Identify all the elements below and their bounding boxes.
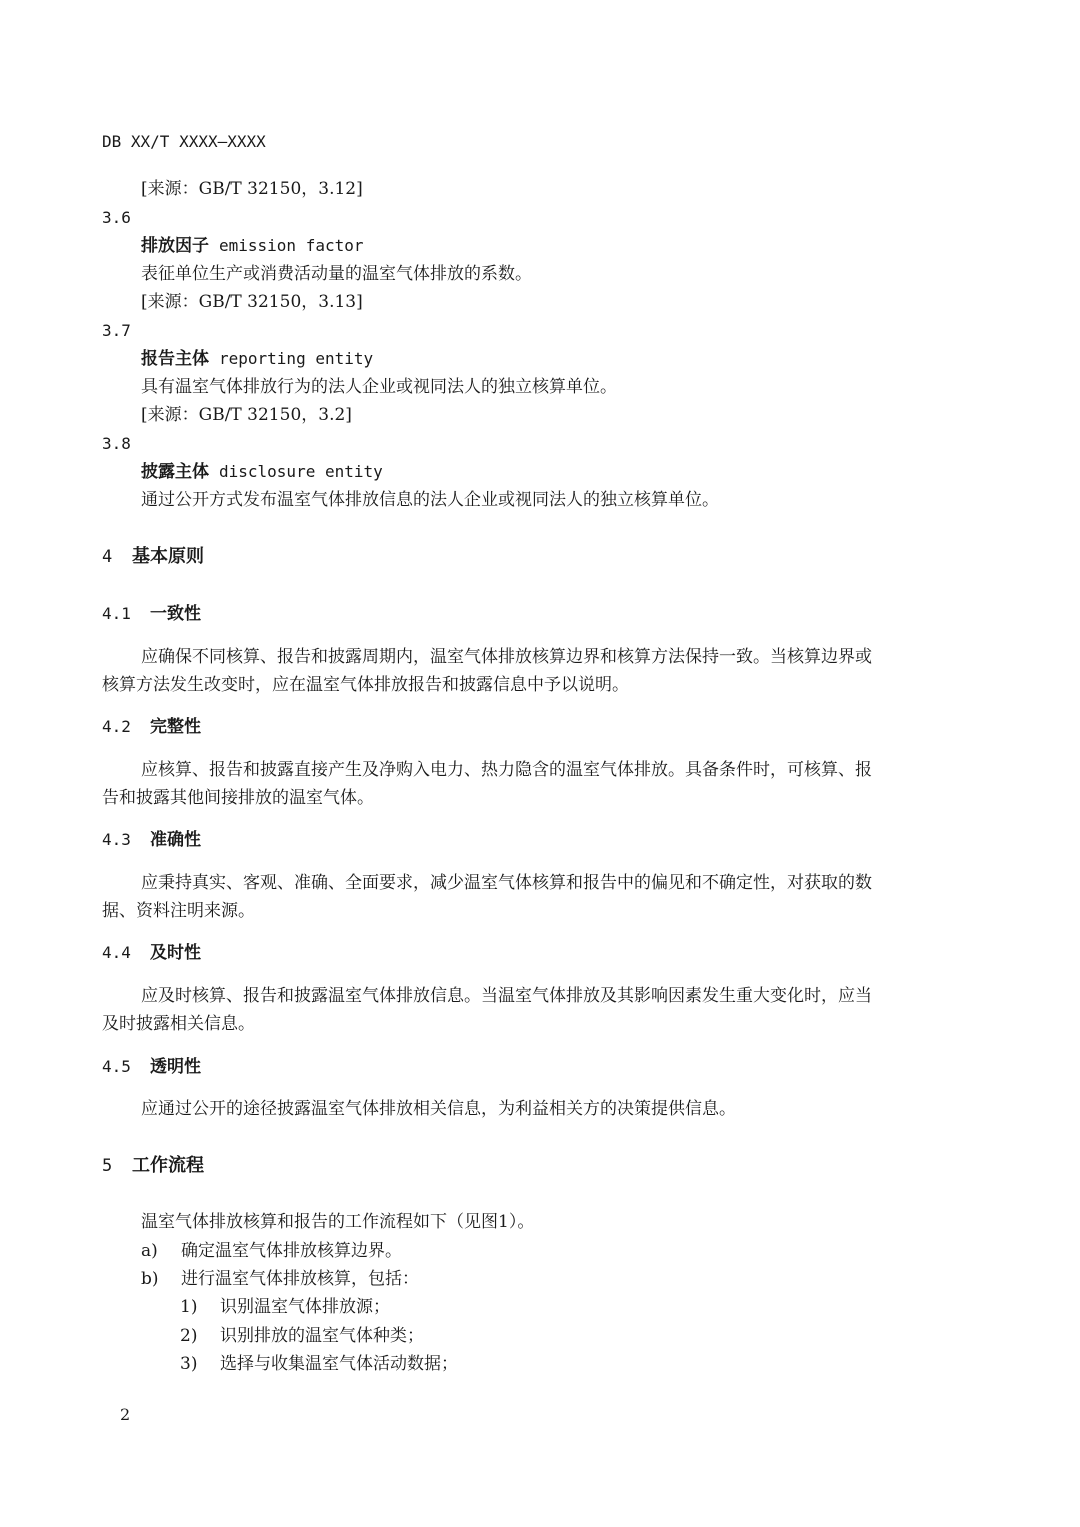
section-title: 基本原则	[132, 546, 204, 567]
subsection-title: 准确性	[150, 830, 201, 850]
list-marker: a)	[141, 1241, 158, 1261]
list-marker: 2)	[180, 1326, 198, 1346]
subsection-heading	[102, 830, 201, 850]
subsection-number: 4.4	[102, 943, 131, 962]
term-title-cn: 披露主体	[141, 462, 209, 482]
subsection-heading	[102, 1057, 201, 1077]
term-definition: 具有温室气体排放行为的法人企业或视同法人的独立核算单位。	[141, 377, 617, 397]
section-heading	[102, 547, 204, 567]
list-item	[180, 1354, 458, 1374]
term-title-en: emission factor	[219, 236, 364, 255]
term-title-en: reporting entity	[219, 349, 374, 368]
list-item	[141, 1269, 419, 1289]
section-number: 5	[102, 1156, 113, 1176]
term-definition: 表征单位生产或消费活动量的温室气体排放的系数。	[141, 264, 532, 284]
list-item	[180, 1326, 424, 1346]
subsection-heading	[102, 604, 201, 624]
paragraph-line: 告和披露其他间接排放的温室气体。	[102, 788, 374, 808]
list-item	[180, 1297, 390, 1317]
subsection-number: 4.5	[102, 1057, 131, 1076]
list-item	[141, 1241, 402, 1261]
page-number: 2	[120, 1405, 131, 1424]
term-title	[141, 462, 383, 482]
list-text: 选择与收集温室气体活动数据；	[220, 1354, 458, 1374]
subsection-number: 4.2	[102, 717, 131, 736]
term-number: 3.7	[102, 321, 131, 340]
list-marker: b)	[141, 1269, 159, 1289]
paragraph-line: 核算方法发生改变时，应在温室气体排放报告和披露信息中予以说明。	[102, 675, 629, 695]
paragraph-line: 温室气体排放核算和报告的工作流程如下（见图1）。	[141, 1212, 535, 1232]
paragraph-line: 应秉持真实、客观、准确、全面要求，减少温室气体核算和报告中的偏见和不确定性，对获取的数	[141, 873, 872, 893]
term-title-cn: 报告主体	[141, 349, 209, 369]
list-text: 进行温室气体排放核算，包括：	[181, 1269, 419, 1289]
section-number: 4	[102, 547, 113, 567]
paragraph-line: 及时披露相关信息。	[102, 1014, 255, 1034]
list-text: 识别排放的温室气体种类；	[220, 1326, 424, 1346]
subsection-title: 及时性	[150, 943, 201, 963]
subsection-title: 完整性	[150, 717, 201, 737]
list-text: 确定温室气体排放核算边界。	[181, 1241, 402, 1261]
term-title	[141, 236, 364, 256]
section-heading	[102, 1156, 204, 1176]
term-source: [来源：GB/T 32150，3.2]	[141, 405, 352, 425]
term-number: 3.8	[102, 434, 131, 453]
subsection-title: 一致性	[150, 604, 201, 624]
document-code: DB XX/T XXXX—XXXX	[102, 132, 266, 151]
subsection-number: 4.1	[102, 604, 131, 623]
paragraph-line: 据、资料注明来源。	[102, 901, 255, 921]
paragraph-line: 应核算、报告和披露直接产生及净购入电力、热力隐含的温室气体排放。具备条件时，可核算、报	[141, 760, 872, 780]
list-marker: 1)	[180, 1297, 198, 1317]
term-source: [来源：GB/T 32150，3.13]	[141, 292, 363, 312]
subsection-heading	[102, 717, 201, 737]
term-title	[141, 349, 373, 369]
subsection-title: 透明性	[150, 1057, 201, 1077]
subsection-heading	[102, 943, 201, 963]
term-title-en: disclosure entity	[219, 462, 383, 481]
term-definition: 通过公开方式发布温室气体排放信息的法人企业或视同法人的独立核算单位。	[141, 490, 719, 510]
term-number: 3.6	[102, 208, 131, 227]
list-marker: 3)	[180, 1354, 198, 1374]
subsection-number: 4.3	[102, 830, 131, 849]
list-text: 识别温室气体排放源；	[220, 1297, 390, 1317]
term-source: [来源：GB/T 32150，3.12]	[141, 179, 363, 199]
paragraph-line: 应通过公开的途径披露温室气体排放相关信息，为利益相关方的决策提供信息。	[141, 1099, 736, 1119]
paragraph-line: 应及时核算、报告和披露温室气体排放信息。当温室气体排放及其影响因素发生重大变化时，应当	[141, 986, 872, 1006]
term-title-cn: 排放因子	[141, 236, 209, 256]
section-title: 工作流程	[132, 1155, 204, 1176]
paragraph-line: 应确保不同核算、报告和披露周期内，温室气体排放核算边界和核算方法保持一致。当核算边界或	[141, 647, 872, 667]
